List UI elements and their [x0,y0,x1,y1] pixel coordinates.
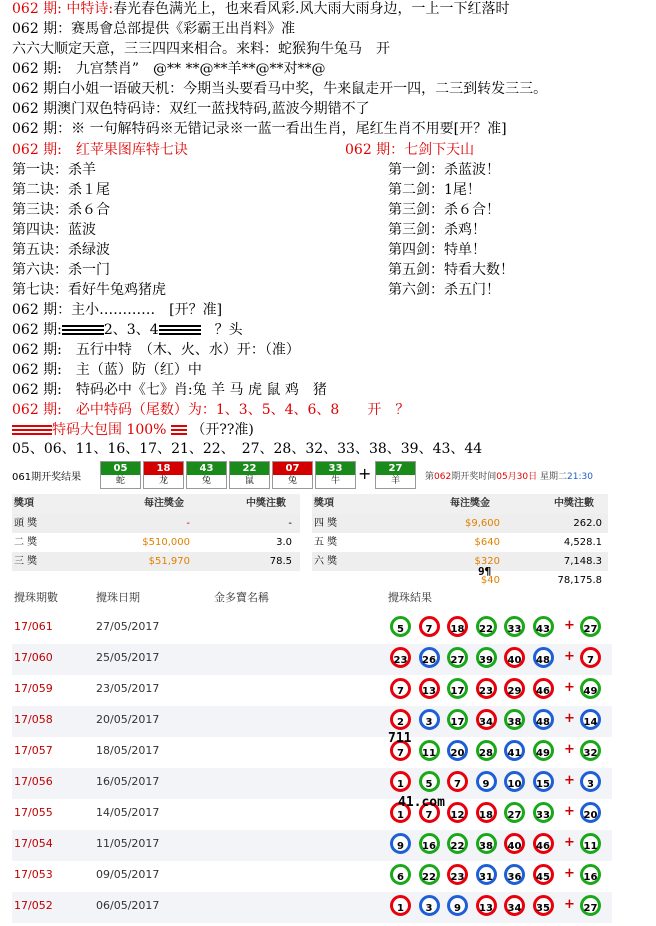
ball: 9 [476,771,497,792]
bars-icon [62,325,104,336]
history-date: 25/05/2017 [96,651,160,664]
history-header-date: 攪珠日期 [96,591,140,604]
ball: 22 [476,616,497,637]
prize-amount: $510,000 [142,537,190,548]
ball: 17 [447,709,468,730]
ball: 29 [504,678,525,699]
red-bars-icon [171,425,187,436]
prize-header [12,494,300,514]
zhu-line: 062 期: 主（蓝）防（红）中 [12,362,202,378]
jian-3: 第三剑：杀６合！ [388,202,500,218]
ball: 46 [533,678,554,699]
tile-number: 33 [316,462,355,475]
ball: 7 [419,802,440,823]
history-row [12,644,612,675]
history-issue: 17/057 [14,744,53,757]
special-ball: 49 [580,678,601,699]
special-ball: 14 [580,709,601,730]
prize-amount: $40 [480,575,500,586]
ball: 17 [447,678,468,699]
ball: 27 [504,802,525,823]
plus-icon: + [564,773,575,788]
jue-6: 第六诀：杀一门 [12,262,110,278]
jue-1: 第一诀：杀羊 [12,162,96,178]
watermark-3: 9¶ [478,565,492,578]
ball: 3 [419,895,440,916]
prize-amount: $51,970 [148,556,190,567]
jue-2: 第二诀：杀１尾 [12,182,110,198]
special-ball: 7 [580,647,601,668]
baowei-title: 特码大包围 100% [52,422,167,438]
prize-item: 二 獎 [14,537,38,548]
line-1 [12,0,510,19]
history-issue: 17/060 [14,651,53,664]
prize-header-count: 中獎注數 [246,498,286,509]
bars-icon [159,325,201,336]
draw-time-week: 星期二 [537,472,567,482]
ball: 40 [504,833,525,854]
prize-count: 3.0 [276,537,292,548]
line-3: 六六大顺定天意，三三四四来相合。来料：蛇猴狗牛兔马 开 [12,41,390,57]
tile-number: 27 [376,462,415,475]
line-7: 062 期：※ 一句解特码※无错记录※一蓝一看出生肖，尾红生肖不用要[开？准] [12,121,507,137]
history-row [12,675,612,706]
ball: 31 [476,864,497,885]
history-date: 18/05/2017 [96,744,160,757]
prize-table-right [312,494,608,590]
jian-7: 第六剑：杀五门！ [388,282,500,298]
jian-4: 第三剑：杀鸡！ [388,222,486,238]
ball: 22 [447,833,468,854]
result-tile [229,461,270,489]
special-ball: 3 [580,771,601,792]
tile-number: 18 [144,462,183,475]
tile-zodiac: 牛 [316,475,355,487]
ball: 11 [419,740,440,761]
result-label: 061期开奖结果 [12,472,82,483]
tile-zodiac: 蛇 [101,475,140,487]
ball: 1 [390,895,411,916]
plus-icon: + [564,742,575,757]
plus-icon: + [564,835,575,850]
prize-amount: $320 [474,556,500,567]
prize-row [12,514,300,533]
watermark-2: 41.com [398,795,445,810]
prize-row [312,552,608,571]
ball: 34 [476,709,497,730]
prize-header-item: 獎項 [14,498,34,509]
jue-5: 第五诀：杀绿波 [12,242,110,258]
draw-time-issue: 062 [434,472,452,482]
history-date: 14/05/2017 [96,806,160,819]
prize-table-left [12,494,300,571]
qixiao-line: 062 期: 特码必中《七》肖:兔 羊 马 虎 鼠 鸡 猪 [12,382,327,398]
prize-amount: $640 [474,537,500,548]
ball: 3 [419,709,440,730]
special-ball: 20 [580,802,601,823]
qijue-header: 062 期: 红苹果图库特七诀 [12,142,188,158]
draw-time-mid: 期开奖时间 [451,472,497,482]
history-row [12,768,612,799]
plus-icon: + [564,711,575,726]
prize-amount: - [186,518,190,529]
prize-amount: $9,600 [465,518,500,529]
prize-count: 7,148.3 [563,556,602,567]
prize-item: 五 獎 [314,537,338,548]
ball: 9 [447,895,468,916]
ball: 1 [390,802,411,823]
history-header-issue: 攪珠期數 [14,591,58,604]
ball: 13 [476,895,497,916]
history-issue: 17/059 [14,682,53,695]
tile-zodiac: 兔 [273,475,312,487]
wuxing-line: 062 期: 五行中特 （木、火、水）开：（准） [12,342,300,358]
line-1-text: 春光春色满光上，也来看风彩.风大雨大雨身边，一上一下红落时 [113,1,510,17]
history-header-name: 金多寶名稱 [214,591,269,604]
prize-item: 三 獎 [14,556,38,567]
ma-line-nums: 2、3、4 [103,322,159,338]
plus-icon: + [564,897,575,912]
tile-number: 07 [273,462,312,475]
ball: 41 [504,740,525,761]
qijian-header: 062 期：七剑下天山 [345,142,475,158]
tile-zodiac: 龙 [144,475,183,487]
line-1-issue: 062 期: [12,1,62,17]
watermark-1: 711 [388,731,412,746]
jian-6: 第五剑：特看大数！ [388,262,514,278]
ball: 34 [504,895,525,916]
prize-row [12,533,300,552]
ball: 43 [533,616,554,637]
ball: 5 [419,771,440,792]
ma-line-issue: 062 期: [12,322,62,338]
jian-2: 第二剑：1尾！ [388,182,481,198]
history-header-result: 攪珠結果 [388,591,432,604]
line-2: 062 期：赛馬會总部提供《彩霸王出肖料》准 [12,21,296,37]
prize-header-item: 獎項 [314,498,334,509]
ball: 16 [419,833,440,854]
history-row [12,861,612,892]
baowei-tail: （开??准) [191,422,254,438]
line-1-label: 中特诗: [66,1,114,17]
ball: 48 [533,647,554,668]
plus-icon: + [358,464,372,483]
zhuxiao-line: 062 期：主小………… [开？准] [12,302,223,318]
prize-header-amount: 每注獎金 [144,498,184,509]
history-row [12,706,612,737]
history-date: 20/05/2017 [96,713,160,726]
history-issue: 17/061 [14,620,53,633]
ball: 38 [504,709,525,730]
ball: 7 [447,771,468,792]
ball: 5 [390,616,411,637]
ball: 39 [476,647,497,668]
history-issue: 17/056 [14,775,53,788]
jian-1: 第一剑：杀蓝波！ [388,162,500,178]
line-6: 062 期澳门双色特码诗：双红一蓝找特码,蓝波今期错不了 [12,101,370,117]
history-date: 27/05/2017 [96,620,160,633]
prize-row [312,514,608,533]
ball: 48 [533,709,554,730]
history-date: 09/05/2017 [96,868,160,881]
ball: 18 [447,616,468,637]
ball: 10 [504,771,525,792]
result-tile-special [375,461,416,489]
ball: 7 [390,740,411,761]
ball: 6 [390,864,411,885]
ball: 20 [447,740,468,761]
history-issue: 17/052 [14,899,53,912]
ball: 22 [419,864,440,885]
bizhong-line: 062 期: 必中特码（尾数）为：1、3、5、4、6、8 开 ？ [12,402,410,418]
ball: 7 [419,616,440,637]
ball: 18 [476,802,497,823]
prize-item: 四 獎 [314,518,338,529]
history-row [12,799,612,830]
line-4: 062 期: 九宫禁肖” @** **@**羊**@**对**@ [12,61,326,77]
tile-number: 43 [187,462,226,475]
jue-3: 第三诀：杀６合 [12,202,110,218]
history-issue: 17/053 [14,868,53,881]
ball: 2 [390,709,411,730]
ball: 26 [419,647,440,668]
prize-header [312,494,608,514]
plus-icon: + [564,680,575,695]
ball: 38 [476,833,497,854]
ball: 36 [504,864,525,885]
tile-number: 05 [101,462,140,475]
ball: 9 [390,833,411,854]
prize-header-count: 中獎注數 [554,498,594,509]
plus-icon: + [564,649,575,664]
ball: 33 [504,616,525,637]
baowei-line [12,421,254,440]
plus-icon: + [564,866,575,881]
special-ball: 27 [580,895,601,916]
ball: 23 [390,647,411,668]
jian-5: 第四剑：特单！ [388,242,486,258]
ma-line-tail: ？头 [200,322,243,338]
ball: 23 [476,678,497,699]
draw-time [425,469,593,482]
history-issue: 17/055 [14,806,53,819]
special-ball: 27 [580,616,601,637]
ma-line [12,321,243,340]
baowei-numbers: 05、06、11、16、17、21、22、 27、28、32、33、38、39、43、44 [12,441,483,457]
history-row [12,830,612,861]
prize-row [12,552,300,571]
history-date: 16/05/2017 [96,775,160,788]
result-tile [143,461,184,489]
history-row [12,613,612,644]
red-bars-icon [12,425,52,436]
ball: 33 [533,802,554,823]
prize-count: 78,175.8 [557,575,602,586]
prize-count: - [288,518,292,529]
ball: 49 [533,740,554,761]
prize-header-amount: 每注獎金 [450,498,490,509]
draw-time-clock: 21:30 [567,472,593,482]
ball: 23 [447,864,468,885]
prize-item: 六 獎 [314,556,338,567]
history-row [12,892,612,923]
tile-number: 22 [230,462,269,475]
result-tile [186,461,227,489]
prize-item: 頭 獎 [14,518,38,529]
ball: 13 [419,678,440,699]
plus-icon: + [564,618,575,633]
plus-icon: + [564,804,575,819]
prize-count: 78.5 [269,556,292,567]
ball: 40 [504,647,525,668]
prize-count: 4,528.1 [563,537,602,548]
history-issue: 17/058 [14,713,53,726]
special-ball: 16 [580,864,601,885]
jue-7: 第七诀：看好牛兔鸡猪虎 [12,282,166,298]
prize-count: 262.0 [573,518,602,529]
result-tile [100,461,141,489]
ball: 46 [533,833,554,854]
prize-row [312,533,608,552]
ball: 1 [390,771,411,792]
line-5: 062 期白小姐一语破天机：今期当头要看马中奖，牛来鼠走开一四，二三到转发三三。 [12,81,548,97]
result-bar [0,457,656,491]
ball: 27 [447,647,468,668]
draw-time-pre: 第 [425,472,435,482]
tile-zodiac: 鼠 [230,475,269,487]
history-row [12,737,612,768]
special-ball: 32 [580,740,601,761]
tile-zodiac: 兔 [187,475,226,487]
draw-time-day: 05月30日 [496,472,538,482]
tile-zodiac: 羊 [376,475,415,487]
history-date: 23/05/2017 [96,682,160,695]
ball: 7 [390,678,411,699]
history-date: 06/05/2017 [96,899,160,912]
ball: 45 [533,864,554,885]
special-ball: 11 [580,833,601,854]
ball: 28 [476,740,497,761]
result-tile [272,461,313,489]
prize-row [312,571,608,590]
ball: 35 [533,895,554,916]
ball: 12 [447,802,468,823]
result-tile [315,461,356,489]
history-date: 11/05/2017 [96,837,160,850]
history-issue: 17/054 [14,837,53,850]
ball: 15 [533,771,554,792]
jue-4: 第四诀：蓝波 [12,222,96,238]
